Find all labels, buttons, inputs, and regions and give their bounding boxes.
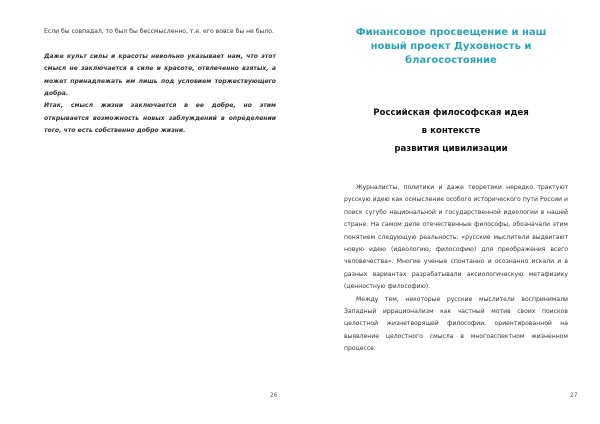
- page-number-left: 26: [270, 393, 278, 399]
- paragraph: Журналисты, политики и даже теоретики нередко трактуют русскую идею как осмысление особого исторического пути России и поиск сугубо национальной и государственной идеологии в нашей стране. На самом деле отечественные философы, обозначали этим понятием следующую реальность: «русские мыслители выдвигают новую идею (идеологию, философию) для преображения всего человечества». Многие ученые спонтанно и осознанно искали и в разных вариантах разрабатывали аксиологическую метафизику (ценностную философию).: [344, 184, 568, 291]
- right-page: [300, 0, 600, 424]
- paragraph-emphasized: Даже культ силы и красоты невольно указывает нам, что этот смысл не заключается в силе и красоте, отвлеченно взятых, а может принадлежать им лишь под условием торжествующего добра.: [44, 52, 276, 98]
- right-page-body: [344, 182, 568, 356]
- section-title-line: развития цивилизации: [394, 144, 508, 154]
- section-title-line: Российская философская идея: [373, 108, 529, 118]
- page-number-right: 27: [570, 393, 578, 399]
- paragraph: Между тем, некоторые русские мыслители воспринимали Западный иррационализм как частный мотив своих поисков целостной жизнетворящей философии, ориентированной на выявление целостного смысла в многоаспектном жизненном процессе.: [344, 295, 568, 353]
- left-page-body: [44, 26, 276, 138]
- paragraph: Если бы совпадал, то был бы бессмысленно, т.е. его вовсе бы не было.: [44, 28, 274, 35]
- paragraph-emphasized: Итак, смысл жизни заключается в ее добре, но этим открывается возможность новых заблуждений в определении того, что есть собственно добро жизни.: [44, 102, 276, 135]
- chapter-heading: Финансовое просвещение и наш новый проект Духовность и благосостояние: [355, 27, 547, 66]
- section-title: [340, 104, 562, 158]
- section-title-line: в контексте: [421, 126, 481, 136]
